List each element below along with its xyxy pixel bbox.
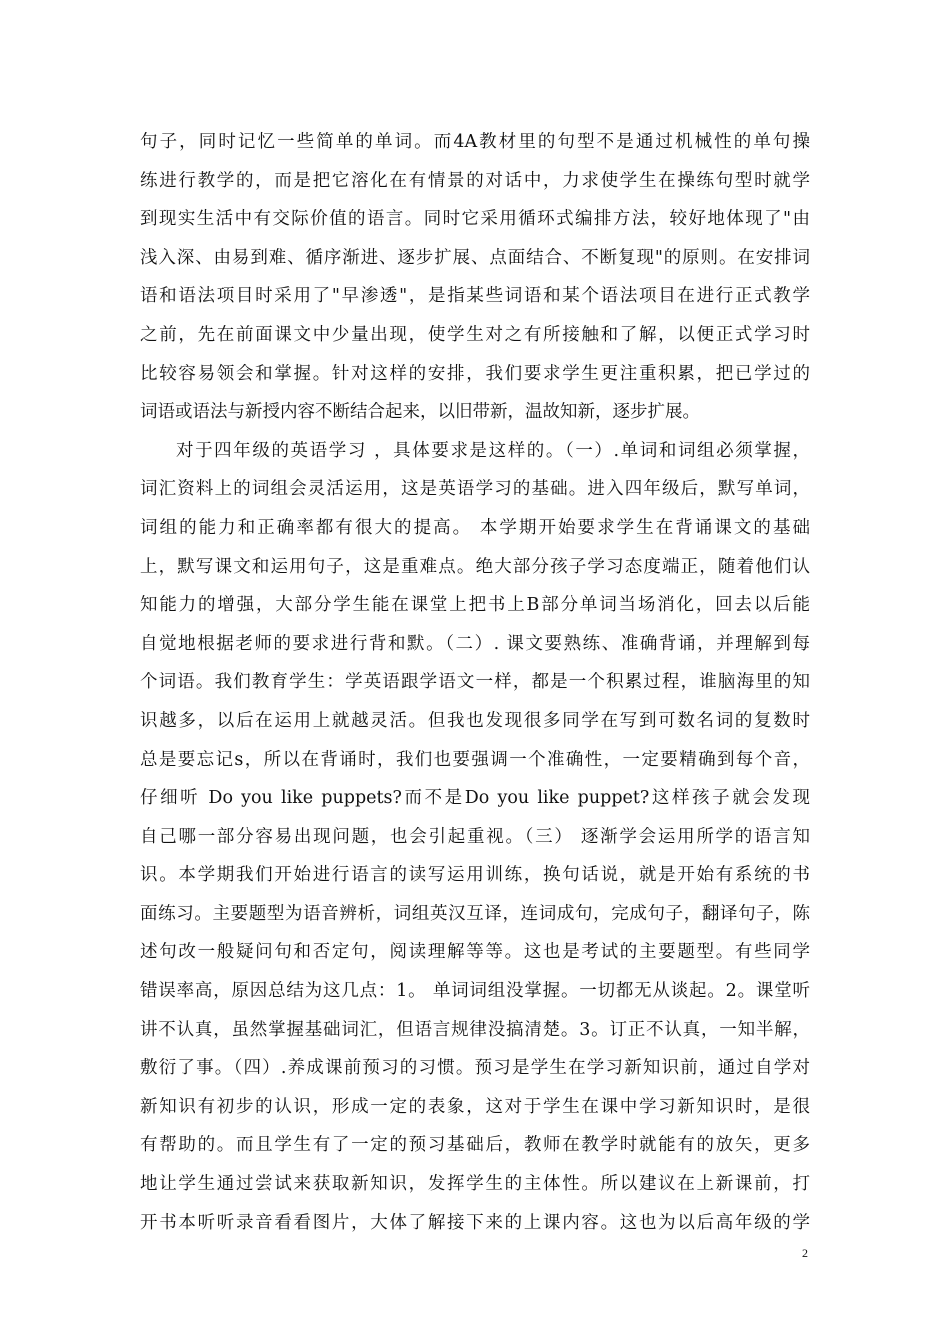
text-line: 自己哪一部分容易出现问题，也会引起重视。（三） 逐渐学会运用所学的语言知 — [140, 826, 810, 847]
page-number: 2 — [802, 1246, 808, 1260]
text-line: 讲不认真，虽然掌握基础词汇，但语言规律没搞清楚。3。订正不认真，一知半解， — [140, 1019, 810, 1040]
text-line: 错误率高，原因总结为这几点：1。 单词词组没掌握。一切都无从谈起。2。课堂听 — [140, 981, 810, 1002]
text-line: 地让学生通过尝试来获取新知识，发挥学生的主体性。所以建议在上新课前，打 — [140, 1174, 810, 1195]
text-line: 新知识有初步的认识，形成一定的表象，这对于学生在课中学习新知识时，是很 — [140, 1096, 810, 1117]
text-line: 之前，先在前面课文中少量出现，使学生对之有所接触和了解，以便正式学习时 — [140, 324, 810, 345]
text-line: 面练习。主要题型为语音辨析，词组英汉互译，连词成句，完成句子，翻译句子，陈 — [140, 903, 810, 924]
text-line: 自觉地根据老师的要求进行背和默。（二）. 课文要熟练、准确背诵，并理解到每 — [140, 633, 810, 654]
text-line: 对于四年级的英语学习 ，具体要求是这样的。（一）.单词和词组必须掌握， — [176, 440, 810, 461]
text-line: 知能力的增强，大部分学生能在课堂上把书上B部分单词当场消化，回去以后能 — [140, 595, 810, 616]
text-line: 练进行教学的，而是把它溶化在有情景的对话中，力求使学生在操练句型时就学 — [140, 170, 810, 191]
text-line: 词语或语法与新授内容不断结合起来，以旧带新，温故知新，逐步扩展。 — [140, 402, 700, 423]
text-line: 开书本听听录音看看图片，大体了解接下来的上课内容。这也为以后高年级的学 — [140, 1212, 810, 1233]
text-line: 句子，同时记忆一些简单的单词。而4A教材里的句型不是通过机械性的单句操 — [140, 132, 810, 152]
text-line: 词汇资料上的词组会灵活运用，这是英语学习的基础。进入四年级后，默写单词， — [140, 479, 810, 500]
text-line: 识。本学期我们开始进行语言的读写运用训练，换句话说，就是开始有系统的书 — [140, 865, 810, 886]
body-text — [140, 123, 810, 1242]
text-line: 仔细听 Do you like puppets?而不是Do you like puppet?这样孩子就会发现 — [140, 788, 810, 809]
text-line: 总是要忘记s，所以在背诵时，我们也要强调一个准确性，一定要精确到每个音， — [140, 749, 810, 770]
text-line: 词组的能力和正确率都有很大的提高。 本学期开始要求学生在背诵课文的基础 — [140, 517, 810, 538]
text-line: 述句改一般疑问句和否定句，阅读理解等等。这也是考试的主要题型。有些同学 — [140, 942, 810, 963]
text-line: 敷衍了事。（四）.养成课前预习的习惯。预习是学生在学习新知识前，通过自学对 — [140, 1058, 810, 1079]
text-line: 有帮助的。而且学生有了一定的预习基础后，教师在教学时就能有的放矢，更多 — [140, 1135, 810, 1156]
text-line: 个词语。我们教育学生：学英语跟学语文一样，都是一个积累过程，谁脑海里的知 — [140, 672, 810, 693]
text-line: 识越多，以后在运用上就越灵活。但我也发现很多同学在写到可数名词的复数时 — [140, 710, 810, 731]
text-line: 到现实生活中有交际价值的语言。同时它采用循环式编排方法，较好地体现了"由 — [140, 209, 810, 230]
text-line: 比较容易领会和掌握。针对这样的安排，我们要求学生更注重积累，把已学过的 — [140, 363, 810, 384]
text-line: 浅入深、由易到难、循序渐进、逐步扩展、点面结合、不断复现"的原则。在安排词 — [140, 247, 810, 268]
text-line: 上，默写课文和运用句子，这是重难点。绝大部分孩子学习态度端正，随着他们认 — [140, 556, 810, 577]
text-line: 语和语法项目时采用了"早渗透"，是指某些词语和某个语法项目在进行正式教学 — [140, 286, 810, 307]
